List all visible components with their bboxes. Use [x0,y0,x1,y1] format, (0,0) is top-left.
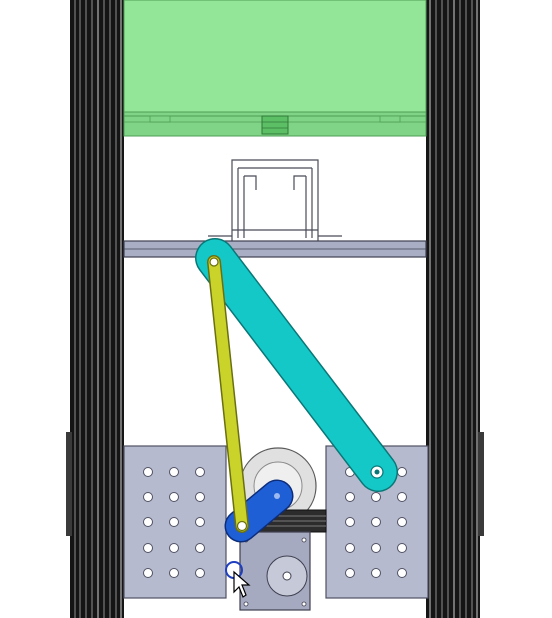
channel-bracket[interactable] [208,160,342,244]
right-extrusion-rail[interactable] [426,0,484,618]
horizontal-crossbar[interactable] [124,241,426,257]
green-top-block[interactable] [124,0,426,136]
left-base-plate[interactable] [124,446,226,598]
stepper-motor[interactable] [240,532,310,610]
left-extrusion-rail[interactable] [66,0,124,618]
